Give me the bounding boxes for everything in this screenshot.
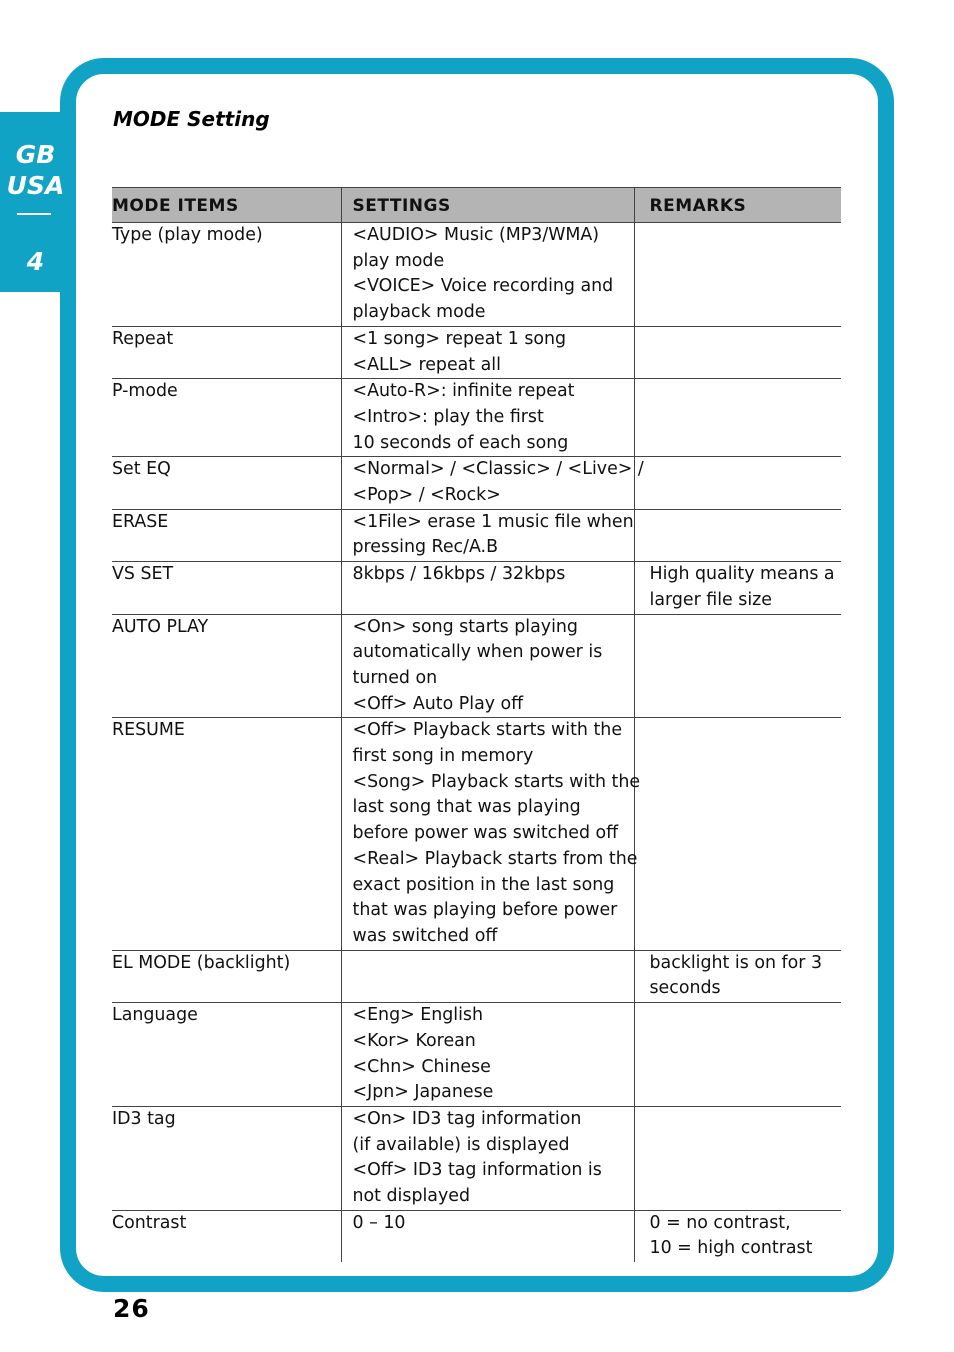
settings-line: <Auto-R>: infinite repeat bbox=[352, 381, 575, 402]
settings-line: <Off> ID3 tag information is bbox=[352, 1160, 602, 1181]
mode-item-cell bbox=[112, 326, 341, 378]
language-label-gb: GB bbox=[15, 140, 56, 169]
settings-line: <Chn> Chinese bbox=[352, 1056, 491, 1077]
settings-line: <Kor> Korean bbox=[352, 1030, 476, 1051]
language-chapter-tab bbox=[0, 112, 65, 292]
mode-item-cell bbox=[112, 223, 341, 327]
mode-item-label: AUTO PLAY bbox=[112, 616, 209, 637]
remarks-cell bbox=[634, 562, 841, 614]
settings-line: <Jpn> Japanese bbox=[352, 1082, 494, 1103]
table-row bbox=[112, 718, 841, 950]
tab-divider bbox=[17, 213, 51, 215]
table-row bbox=[112, 509, 841, 561]
settings-line: <Pop> / <Rock> bbox=[352, 485, 501, 506]
mode-item-label: Set EQ bbox=[112, 459, 171, 480]
settings-line: <Intro>: play the first bbox=[352, 406, 544, 427]
mode-item-label: Language bbox=[112, 1005, 198, 1026]
settings-line: <VOICE> Voice recording and bbox=[352, 276, 614, 297]
settings-cell bbox=[341, 562, 634, 614]
header-settings: SETTINGS bbox=[341, 188, 634, 223]
remarks-line: seconds bbox=[649, 978, 721, 999]
settings-cell bbox=[341, 223, 634, 327]
mode-item-label: Type (play mode) bbox=[112, 225, 263, 245]
settings-line: <1 song> repeat 1 song bbox=[352, 328, 567, 349]
header-remarks: REMARKS bbox=[634, 188, 841, 223]
mode-item-cell bbox=[112, 1106, 341, 1210]
mode-item-cell bbox=[112, 509, 341, 561]
remarks-cell bbox=[634, 614, 841, 718]
settings-line: playback mode bbox=[352, 302, 486, 323]
settings-line: turned on bbox=[352, 667, 438, 688]
settings-cell bbox=[341, 950, 634, 1002]
settings-cell bbox=[341, 1106, 634, 1210]
settings-line: 10 seconds of each song bbox=[352, 432, 569, 453]
settings-line: <Eng> English bbox=[352, 1005, 484, 1026]
remarks-cell bbox=[634, 457, 841, 509]
table-body bbox=[112, 223, 841, 1263]
settings-cell bbox=[341, 457, 644, 509]
mode-item-cell bbox=[112, 614, 341, 718]
settings-line: (if available) is displayed bbox=[352, 1134, 570, 1155]
mode-item-cell bbox=[112, 457, 341, 509]
settings-line: <Song> Playback starts with the bbox=[352, 771, 641, 792]
settings-line: <1File> erase 1 music file when bbox=[352, 511, 634, 532]
mode-settings-table bbox=[112, 187, 841, 1262]
remarks-cell bbox=[634, 1003, 841, 1107]
settings-cell bbox=[341, 509, 634, 561]
settings-line: was switched off bbox=[352, 925, 498, 946]
settings-line: 8kbps / 16kbps / 32kbps bbox=[352, 564, 566, 585]
remarks-cell bbox=[634, 1106, 841, 1210]
settings-cell bbox=[341, 1003, 634, 1107]
settings-cell bbox=[341, 614, 634, 718]
settings-line: <On> ID3 tag information bbox=[352, 1108, 582, 1129]
remarks-cell bbox=[634, 1210, 841, 1262]
section-title: MODE Setting bbox=[113, 107, 270, 131]
remarks-line: larger file size bbox=[649, 589, 772, 610]
table-header-row bbox=[112, 188, 841, 223]
settings-line: before power was switched off bbox=[352, 823, 619, 844]
settings-line: that was playing before power bbox=[352, 900, 618, 921]
mode-item-cell bbox=[112, 950, 341, 1002]
mode-item-label: RESUME bbox=[112, 720, 185, 741]
table-row bbox=[112, 1003, 841, 1107]
settings-line: <On> song starts playing bbox=[352, 616, 578, 637]
mode-item-label: Contrast bbox=[112, 1212, 187, 1233]
remarks-line: 10 = high contrast bbox=[649, 1238, 813, 1259]
remarks-line: backlight is on for 3 bbox=[649, 952, 823, 973]
remarks-cell bbox=[634, 223, 841, 327]
remarks-cell bbox=[634, 326, 841, 378]
mode-item-cell bbox=[112, 379, 341, 457]
settings-line: <Off> Auto Play off bbox=[352, 693, 524, 714]
mode-item-label: VS SET bbox=[112, 564, 174, 585]
remarks-cell bbox=[634, 950, 841, 1002]
table-row bbox=[112, 223, 841, 327]
mode-item-cell bbox=[112, 1210, 341, 1262]
header-mode-items: MODE ITEMS bbox=[112, 188, 341, 223]
mode-item-cell bbox=[112, 562, 341, 614]
table-row bbox=[112, 614, 841, 718]
settings-cell bbox=[341, 326, 634, 378]
settings-line: <Off> Playback starts with the bbox=[352, 720, 623, 741]
chapter-number: 4 bbox=[26, 247, 45, 276]
mode-item-cell bbox=[112, 718, 341, 950]
settings-line: automatically when power is bbox=[352, 642, 603, 663]
table-row bbox=[112, 326, 841, 378]
settings-line: exact position in the last song bbox=[352, 874, 615, 895]
settings-line: first song in memory bbox=[352, 746, 534, 767]
remarks-line: 0 = no contrast, bbox=[649, 1212, 791, 1233]
mode-item-label: Repeat bbox=[112, 328, 174, 349]
remarks-cell bbox=[634, 379, 841, 457]
mode-item-cell bbox=[112, 1003, 341, 1107]
remarks-line: High quality means a bbox=[649, 564, 835, 585]
settings-cell bbox=[341, 1210, 634, 1262]
mode-item-label: EL MODE (backlight) bbox=[112, 952, 291, 973]
settings-line: <AUDIO> Music (MP3/WMA) bbox=[352, 225, 600, 245]
remarks-cell bbox=[634, 509, 841, 561]
settings-line: 0 – 10 bbox=[352, 1212, 406, 1233]
settings-line: not displayed bbox=[352, 1186, 470, 1207]
settings-line: <Real> Playback starts from the bbox=[352, 848, 638, 869]
table-row bbox=[112, 1210, 841, 1262]
mode-item-label: ERASE bbox=[112, 511, 169, 532]
table-row bbox=[112, 562, 841, 614]
settings-line: play mode bbox=[352, 250, 445, 271]
page-number: 26 bbox=[113, 1294, 150, 1323]
settings-line: last song that was playing bbox=[352, 797, 581, 818]
settings-line: <ALL> repeat all bbox=[352, 354, 501, 375]
table-row bbox=[112, 379, 841, 457]
remarks-cell bbox=[634, 718, 841, 950]
settings-cell bbox=[341, 379, 634, 457]
table-row bbox=[112, 1106, 841, 1210]
mode-item-label: P-mode bbox=[112, 381, 178, 402]
settings-cell bbox=[341, 718, 641, 950]
mode-item-label: ID3 tag bbox=[112, 1108, 176, 1129]
table-row bbox=[112, 950, 841, 1002]
settings-line: <Normal> / <Classic> / <Live> / bbox=[352, 459, 644, 480]
language-label-usa: USA bbox=[6, 171, 65, 200]
settings-line: pressing Rec/A.B bbox=[352, 537, 499, 558]
table-row bbox=[112, 457, 841, 509]
